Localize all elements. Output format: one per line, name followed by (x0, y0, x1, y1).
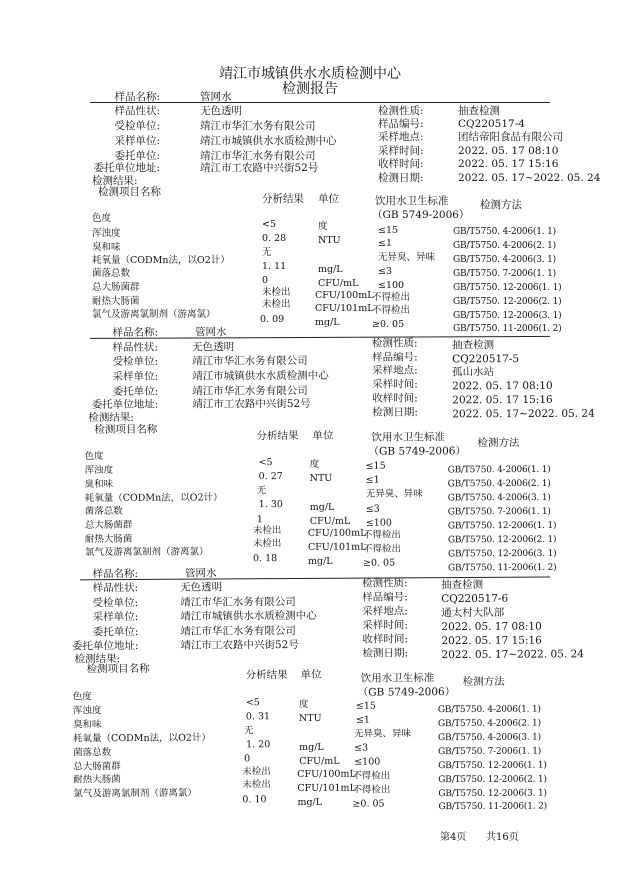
sampling-unit-label: 采样单位: (92, 610, 139, 624)
commission-unit-label: 受检单位: (114, 120, 160, 132)
page-title: 靖江市城镇供水水质检测中心 (219, 66, 401, 82)
row-unit: CFU/mL (299, 755, 340, 768)
row-standard: ≤1 (365, 474, 380, 486)
row-standard: 不得检出 (352, 784, 391, 796)
row-method: GB/T5750. 11-2006(1. 2) (438, 801, 547, 813)
test-nature-value: 抽查检测 (441, 578, 484, 592)
row-result: 1 (256, 514, 263, 526)
test-date-label: 检测日期: (362, 647, 409, 660)
row-unit: mg/L (309, 501, 335, 513)
row-unit: CFU/101mL (297, 782, 356, 795)
sample-no-value: CQ220517-5 (452, 353, 520, 366)
row-standard: ≤3 (365, 503, 380, 515)
row-method: GB/T5750. 7-2006(1. 1) (438, 746, 542, 758)
sample-nature-label: 样品性状: (112, 341, 159, 354)
sample-name-label: 样品名称: (114, 91, 160, 103)
col-result-header: 分析结果 (262, 193, 304, 205)
row-method: GB/T5750. 4-2006(3. 1) (453, 255, 556, 265)
receive-time-value: 2022. 05. 17 15:16 (458, 158, 559, 170)
row-standard: ≤15 (365, 460, 386, 472)
row-result: 未检出 (242, 766, 271, 778)
row-result: 未检出 (252, 525, 282, 537)
col-item-header: 检测项目名称 (98, 186, 161, 198)
row-standard: 无异臭、异味 (353, 728, 412, 740)
test-nature-label: 检测性质: (372, 337, 418, 350)
row-standard: 不得检出 (362, 529, 401, 541)
row-unit: CFU/mL (318, 278, 359, 289)
report-section-2 (0, 232, 620, 574)
sampling-unit-label: 采样单位: (112, 370, 159, 383)
row-result: 1. 11 (262, 261, 287, 272)
col-item-header: 检测项目名称 (94, 423, 158, 436)
report-section-1 (0, 0, 620, 334)
sampling-time-label: 采样时间: (378, 145, 424, 157)
test-date-value: 2022. 05. 17~2022. 05. 24 (458, 172, 601, 184)
row-item: 耐热大肠菌 (92, 296, 140, 307)
row-unit: NTU (318, 235, 341, 246)
sample-name-label: 样品名称: (112, 326, 159, 339)
row-method: GB/T5750. 12-2006(2. 1) (438, 774, 547, 786)
entrust-address-value: 靖江市工农路中兴街52号 (200, 162, 319, 174)
row-method: GB/T5750. 7-2006(1. 1) (447, 506, 551, 518)
row-result: 0. 09 (260, 314, 285, 325)
row-standard: 无异臭、异味 (365, 488, 423, 500)
sample-no-label: 样品编号: (378, 118, 424, 130)
col-standard-header: 饮用水卫生标准 (375, 195, 449, 207)
row-item: 臭和味 (72, 719, 102, 731)
row-unit: CFU/100mL (297, 768, 356, 781)
row-item: 色度 (92, 213, 112, 224)
row-item: 浑浊度 (84, 464, 114, 476)
sampling-unit-value: 靖江市城镇供水水质检测中心 (200, 135, 337, 147)
row-item: 耗氧量（CODMn法，以O2计） (84, 492, 223, 504)
row-method: GB/T5750. 4-2006(3. 1) (438, 732, 542, 744)
row-standard: ≥0. 05 (362, 557, 396, 569)
row-result: 无 (262, 247, 272, 258)
row-standard: ≤100 (354, 756, 381, 768)
row-result: 0 (262, 275, 269, 286)
row-result: 未检出 (252, 538, 282, 550)
row-standard: 无异臭、异味 (378, 252, 436, 263)
page-number: 第4页 (440, 832, 467, 843)
row-method: GB/T5750. 12-2006(2. 1) (453, 297, 562, 307)
commission-unit-value: 靖江市华汇水务有限公司 (192, 354, 308, 368)
col-item-header: 检测项目名称 (86, 662, 150, 676)
row-method: GB/T5750. 12-2006(3. 1) (447, 548, 557, 560)
entrust-address-value: 靖江市工农路中兴街52号 (180, 639, 299, 652)
sample-no-label: 样品编号: (362, 591, 408, 604)
col-unit-header: 单位 (300, 668, 322, 681)
sampling-site-value: 孤山水站 (452, 366, 495, 379)
row-item: 浑浊度 (92, 228, 121, 239)
row-standard: ≤15 (355, 700, 376, 712)
row-method: GB/T5750. 12-2006(1. 1) (438, 760, 547, 772)
sample-no-value: CQ220517-6 (441, 592, 509, 606)
row-method: GB/T5750. 4-2006(3. 1) (447, 492, 551, 504)
row-result: 0. 31 (245, 711, 271, 723)
sampling-time-label: 采样时间: (372, 378, 418, 391)
sampling-site-value: 通太村大队部 (441, 606, 505, 620)
row-result: 1. 30 (258, 499, 283, 511)
sampling-time-label: 采样时间: (362, 619, 408, 632)
receive-time-value: 2022. 05. 17 15:16 (452, 393, 553, 407)
row-item: 臭和味 (92, 242, 121, 253)
row-method: GB/T5750. 12-2006(1. 1) (447, 520, 557, 532)
entrust-address-value: 靖江市工农路中兴街52号 (192, 397, 311, 411)
row-standard: 不得检出 (372, 305, 411, 316)
entrust-unit-value: 靖江市华汇水务有限公司 (180, 625, 296, 638)
row-method: GB/T5750. 4-2006(2. 1) (453, 241, 556, 251)
col-standard-header: 饮用水卫生标准 (371, 431, 445, 444)
row-method: GB/T5750. 12-2006(3. 1) (453, 311, 562, 321)
row-method: GB/T5750. 4-2006(2. 1) (437, 718, 541, 730)
row-result: <5 (258, 457, 273, 469)
row-standard: ≤15 (378, 225, 399, 236)
row-result: 0. 27 (258, 471, 283, 483)
row-item: 氯气及游离氯制剂（游离氯） (73, 787, 197, 800)
commission-unit-value: 靖江市华汇水务有限公司 (180, 596, 296, 609)
sample-name-value: 管网水 (184, 567, 217, 580)
row-result: 1. 20 (246, 739, 271, 751)
row-standard: ≤100 (378, 280, 405, 291)
row-unit: CFU/101mL (315, 303, 374, 314)
row-item: 氯气及游离氯制剂（游离氯） (84, 546, 209, 558)
row-result: 未检出 (262, 299, 291, 310)
report-section-3 (0, 466, 620, 813)
entrust-unit-value: 靖江市华汇水务有限公司 (192, 384, 308, 398)
row-item: 浑浊度 (72, 705, 102, 717)
test-nature-value: 抽查检测 (458, 105, 500, 117)
test-nature-label: 检测性质: (378, 105, 424, 117)
sample-no-label: 样品编号: (372, 351, 418, 364)
receive-time-label: 收样时间: (378, 158, 424, 170)
row-standard: ≥0. 05 (372, 319, 405, 330)
row-unit: NTU (298, 712, 322, 725)
row-unit: mg/L (315, 317, 340, 328)
row-item: 耗氧量（CODMn法，以O2计） (92, 255, 230, 266)
sampling-time-value: 2022. 05. 17 08:10 (458, 145, 559, 157)
row-standard: 不得检出 (352, 770, 391, 782)
row-result: 未检出 (242, 779, 271, 791)
row-method: GB/T5750. 12-2006(1. 1) (453, 283, 562, 293)
sampling-time-value: 2022. 05. 17 08:10 (452, 379, 553, 393)
row-method: GB/T5750. 7-2006(1. 1) (453, 269, 556, 279)
row-unit: CFU/100mL (315, 290, 374, 301)
sample-no-value: CQ220517-4 (458, 118, 525, 130)
test-date-value: 2022. 05. 17~2022. 05. 24 (441, 648, 584, 662)
row-method: GB/T5750. 4-2006(2. 1) (447, 478, 551, 490)
test-result-label: 检测结果: (92, 175, 138, 187)
row-method: GB/T5750. 4-2006(1. 1) (453, 227, 556, 237)
entrust-address-label: 委托单位地址: (91, 398, 159, 411)
row-item: 耐热大肠菌 (84, 533, 133, 545)
row-item: 氯气及游离氯制剂（游离氯） (92, 309, 216, 320)
row-unit: NTU (309, 472, 333, 484)
row-method: GB/T5750. 12-2006(2. 1) (447, 534, 557, 546)
row-item: 耗氧量（CODMn法，以O2计） (73, 732, 211, 745)
row-item: 色度 (84, 450, 104, 462)
col-standard-code: （GB 5749-2006） (368, 445, 466, 458)
row-method: GB/T5750. 4-2006(1. 1) (437, 704, 541, 716)
sample-nature-value: 无色透明 (200, 105, 242, 117)
row-standard: 不得检出 (362, 543, 401, 555)
col-method-header: 检测方法 (477, 437, 520, 450)
commission-unit-label: 受检单位: (112, 355, 159, 368)
row-unit: CFU/100mL (307, 527, 367, 539)
col-standard-header: 饮用水卫生标准 (360, 672, 435, 685)
entrust-unit-value: 靖江市华汇水务有限公司 (200, 150, 316, 162)
row-method: GB/T5750. 12-2006(3. 1) (438, 788, 547, 800)
col-method-header: 检测方法 (480, 199, 522, 211)
commission-unit-value: 靖江市华汇水务有限公司 (200, 120, 316, 132)
sampling-time-value: 2022. 05. 17 08:10 (441, 620, 542, 634)
row-unit: CFU/101mL (307, 541, 367, 553)
test-date-label: 检测日期: (372, 406, 418, 419)
row-unit: CFU/mL (309, 515, 351, 527)
sample-nature-value: 无色透明 (192, 341, 235, 354)
test-nature-label: 检测性质: (362, 577, 408, 590)
receive-time-label: 收样时间: (362, 633, 409, 646)
row-result: 未检出 (262, 287, 291, 298)
col-unit-header: 单位 (318, 193, 339, 205)
row-standard: ≤1 (378, 238, 393, 249)
row-item: 耐热大肠菌 (73, 774, 121, 786)
row-standard: 不得检出 (372, 292, 411, 303)
row-item: 总大肠菌群 (73, 761, 121, 773)
entrust-unit-label: 委托单位: (112, 385, 159, 398)
row-method: GB/T5750. 11-2006(1. 2) (453, 324, 562, 334)
row-unit: mg/L (299, 741, 324, 754)
row-result: <5 (262, 219, 277, 230)
row-unit: mg/L (318, 264, 343, 275)
test-nature-value: 抽查检测 (452, 339, 495, 352)
sampling-site-label: 采样地点: (372, 364, 418, 377)
page-total: 共16页 (486, 832, 519, 843)
row-unit: 度 (298, 698, 309, 711)
col-result-header: 分析结果 (245, 669, 288, 682)
row-item: 总大肠菌群 (92, 282, 140, 293)
row-item: 菌落总数 (73, 747, 112, 759)
sampling-site-label: 采样地点: (362, 605, 408, 618)
receive-time-value: 2022. 05. 17 15:16 (441, 634, 542, 648)
test-result-label: 检测结果: (74, 653, 121, 666)
page-subtitle: 检测报告 (282, 81, 338, 97)
row-item: 色度 (72, 691, 92, 703)
row-item: 菌落总数 (92, 268, 131, 279)
sampling-unit-value: 靖江市城镇供水水质检测中心 (192, 369, 329, 383)
row-result: 0. 28 (262, 233, 287, 244)
row-unit: mg/L (297, 796, 323, 809)
test-date-label: 检测日期: (378, 172, 424, 184)
sample-nature-label: 样品性状: (114, 105, 160, 117)
sampling-site-label: 采样地点: (378, 131, 424, 143)
row-unit: mg/L (307, 555, 333, 567)
sample-name-value: 管网水 (200, 91, 232, 103)
col-standard-code: （GB 5749-2006） (357, 686, 456, 699)
row-result: 无 (243, 725, 254, 737)
row-standard: ≤100 (365, 517, 392, 529)
sampling-unit-label: 采样单位: (114, 135, 160, 147)
row-standard: ≤1 (355, 714, 370, 726)
row-result: 0. 10 (242, 794, 267, 806)
row-unit: 度 (318, 221, 328, 232)
col-standard-code: （GB 5749-2006） (372, 209, 470, 221)
row-result: 无 (256, 485, 267, 497)
row-standard: ≤3 (354, 742, 369, 754)
entrust-unit-label: 委托单位: (92, 625, 139, 639)
row-result: 0 (244, 753, 251, 765)
receive-time-label: 收样时间: (372, 392, 418, 405)
test-result-label: 检测结果: (88, 411, 134, 424)
sample-nature-label: 样品性状: (92, 581, 139, 595)
row-unit: 度 (309, 458, 320, 470)
entrust-address-label: 委托单位地址: (71, 639, 139, 653)
row-result: 0. 18 (252, 553, 278, 565)
col-method-header: 检测方法 (462, 675, 505, 689)
row-item: 总大肠菌群 (84, 519, 133, 531)
entrust-address-label: 委托单位地址: (93, 162, 160, 174)
entrust-unit-label: 委托单位: (114, 150, 160, 162)
sample-name-label: 样品名称: (92, 567, 139, 581)
sampling-unit-value: 靖江市城镇供水水质检测中心 (180, 609, 317, 623)
sample-nature-value: 无色透明 (180, 581, 223, 594)
sample-name-value: 管网水 (194, 326, 227, 339)
row-standard: ≥0. 05 (352, 798, 385, 810)
row-standard: ≤3 (378, 266, 393, 277)
row-item: 菌落总数 (84, 505, 123, 517)
row-method: GB/T5750. 4-2006(1. 1) (447, 464, 551, 476)
test-date-value: 2022. 05. 17~2022. 05. 24 (452, 407, 595, 421)
col-unit-header: 单位 (312, 429, 334, 442)
commission-unit-label: 受检单位: (92, 596, 139, 610)
row-method: GB/T5750. 11-2006(1. 2) (448, 562, 557, 574)
row-result: <5 (245, 697, 260, 709)
sampling-site-value: 团结帝阳食品有限公司 (458, 131, 563, 143)
col-result-header: 分析结果 (256, 430, 299, 443)
row-item: 臭和味 (84, 478, 114, 490)
